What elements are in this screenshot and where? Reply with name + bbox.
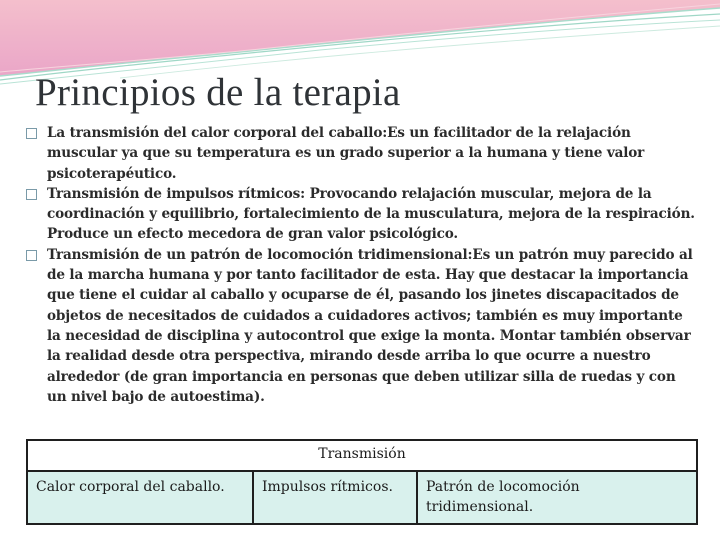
square-bullet-icon xyxy=(26,189,37,200)
bullet-text: Transmisión de un patrón de locomoción tridimensional:Es un patrón muy parecido al de la marcha humana y por tanto facilitador de esta. Hay que destacar la importancia que tiene el cuidar al caballo y ocuparse de él, pasando los jinetes discapacitados de objetos de necesitados de cuidados a cuidadores activos; también es muy importante la necesidad de disciplina y autocontrol que exige la monta. Montar también observar la realidad desde otra perspectiva, mirando desde arriba lo que ocurre a nuestro alrededor (de gran importancia en personas que deben utilizar silla de ruedas y con un nivel bajo de autoestima). xyxy=(47,246,693,405)
table-cell: Impulsos rítmicos. xyxy=(253,471,417,524)
bullet-item xyxy=(26,184,698,245)
bullet-list xyxy=(26,123,698,407)
summary-table xyxy=(26,439,696,525)
square-bullet-icon xyxy=(26,128,37,139)
bullet-text: La transmisión del calor corporal del caballo:Es un facilitador de la relajación muscular ya que su temperatura es un grado superior a la humana y tiene valor psicoterapéutico. xyxy=(47,125,645,182)
table-header: Transmisión xyxy=(27,440,697,471)
bullet-item xyxy=(26,245,698,407)
slide-title: Principios de la terapia xyxy=(35,71,401,114)
table-cell: Patrón de locomoción tridimensional. xyxy=(417,471,697,524)
table-cell: Calor corporal del caballo. xyxy=(27,471,253,524)
square-bullet-icon xyxy=(26,250,37,261)
bullet-item xyxy=(26,123,698,184)
bullet-text: Transmisión de impulsos rítmicos: Provocando relajación muscular, mejora de la coordinación y equilibrio, fortalecimiento de la musculatura, mejora de la respiración. Produce un efecto mecedora de gran valor psicológico. xyxy=(47,185,695,243)
